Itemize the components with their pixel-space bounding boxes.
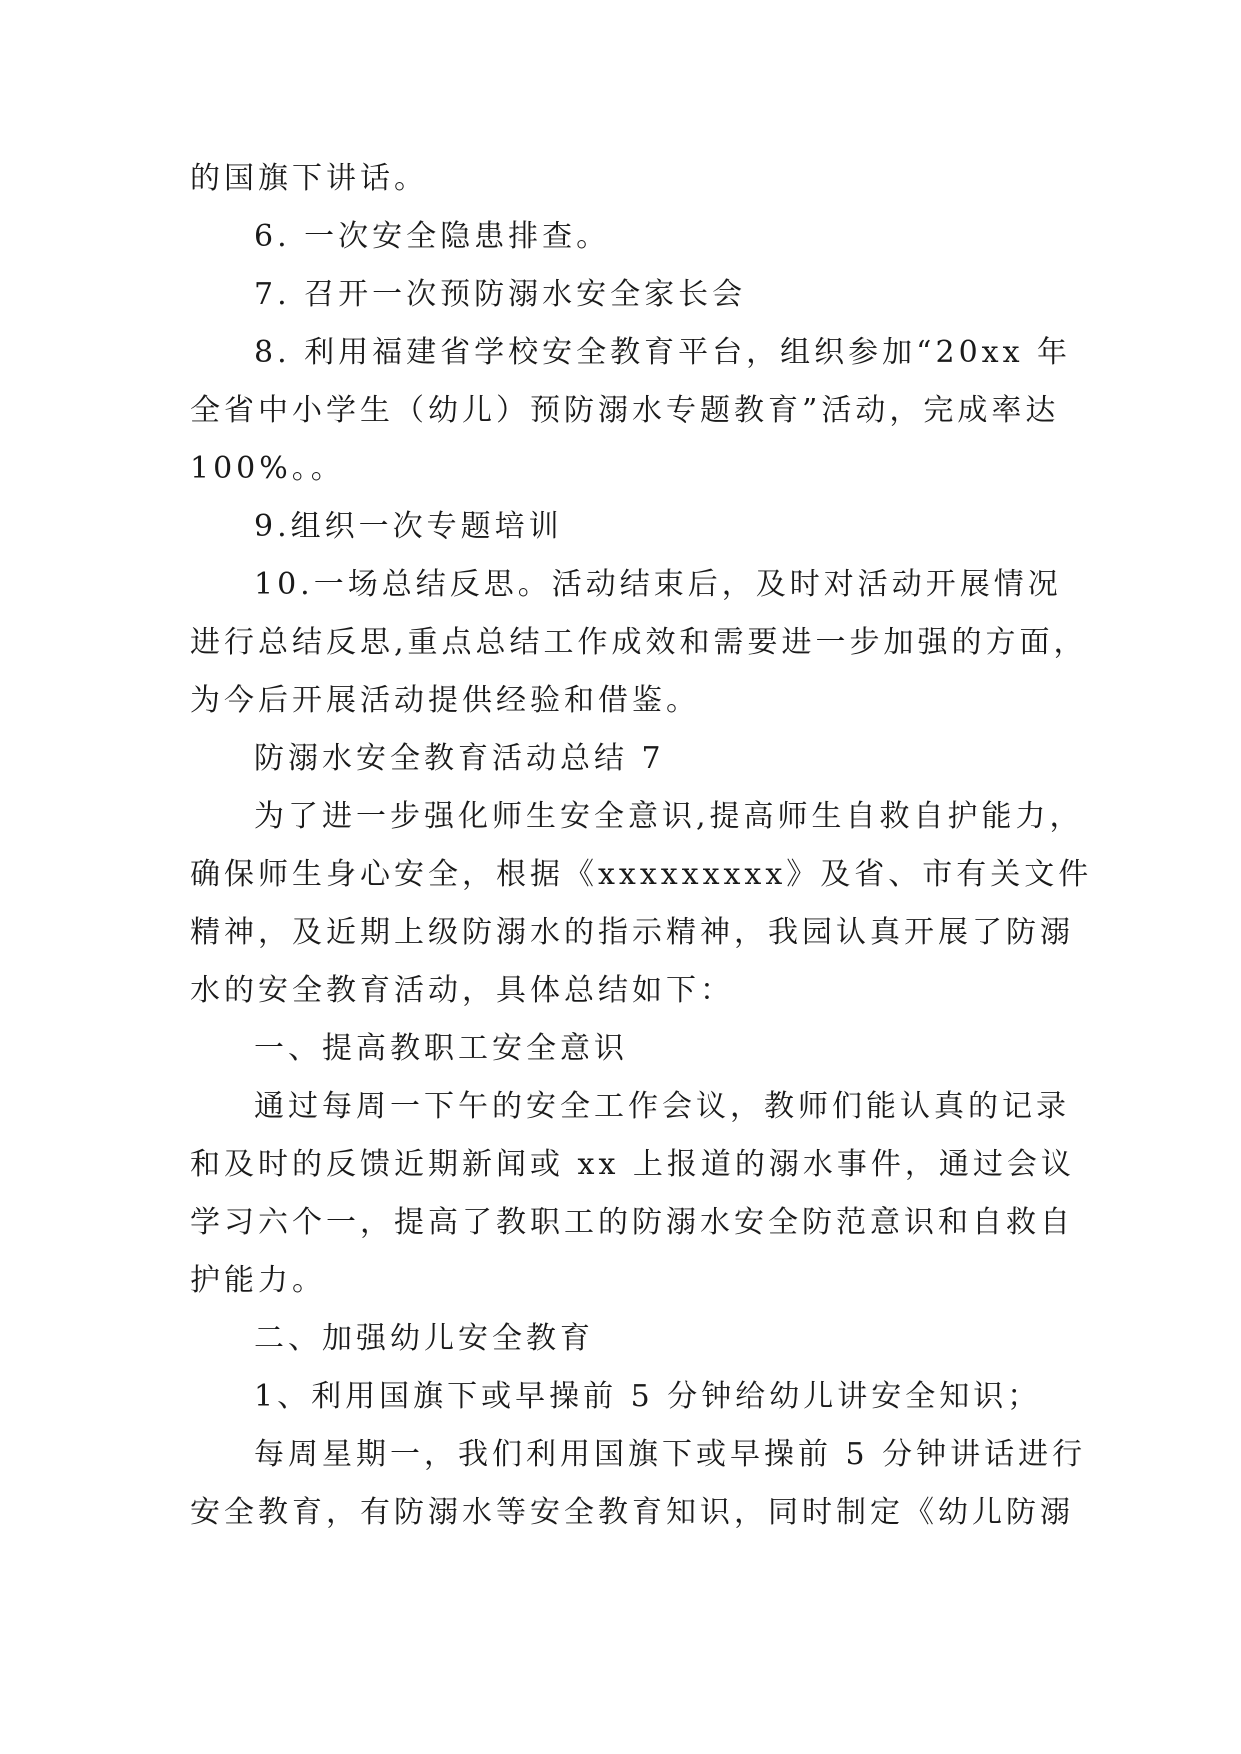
section-title: 防溺水安全教育活动总结 7 bbox=[254, 741, 665, 776]
text-line: 全省中小学生（幼儿）预防溺水专题教育”活动，完成率达 bbox=[190, 393, 1060, 428]
paragraph-start: 通过每周一下午的安全工作会议，教师们能认真的记录 bbox=[254, 1089, 1070, 1124]
text-line: 100%。。 bbox=[190, 451, 345, 486]
paragraph-start: 为了进一步强化师生安全意识,提高师生自救自护能力， bbox=[254, 799, 1084, 834]
paragraph-start: 每周星期一，我们利用国旗下或早操前 5 分钟讲话进行 bbox=[254, 1437, 1087, 1472]
text-line: 学习六个一，提高了教职工的防溺水安全防范意识和自救自 bbox=[190, 1205, 1074, 1240]
subheading-1: 1、利用国旗下或早操前 5 分钟给幼儿讲安全知识； bbox=[254, 1379, 1042, 1414]
list-item-8: 8. 利用福建省学校安全教育平台，组织参加“20xx 年 bbox=[254, 335, 1072, 370]
text-line: 确保师生身心安全，根据《xxxxxxxxx》及省、市有关文件 bbox=[190, 857, 1093, 892]
text-line: 安全教育，有防溺水等安全教育知识，同时制定《幼儿防溺 bbox=[190, 1495, 1074, 1530]
text-line: 护能力。 bbox=[190, 1263, 326, 1298]
text-line: 为今后开展活动提供经验和借鉴。 bbox=[190, 683, 700, 718]
section-heading-2: 二、加强幼儿安全教育 bbox=[254, 1321, 594, 1356]
list-item-7: 7. 召开一次预防溺水安全家长会 bbox=[254, 277, 747, 312]
text-line: 水的安全教育活动，具体总结如下： bbox=[190, 973, 734, 1008]
text-line: 精神，及近期上级防溺水的指示精神，我园认真开展了防溺 bbox=[190, 915, 1074, 950]
text-line: 和及时的反馈近期新闻或 xx 上报道的溺水事件，通过会议 bbox=[190, 1147, 1075, 1182]
text-line: 的国旗下讲话。 bbox=[190, 161, 428, 196]
text-line: 进行总结反思,重点总结工作成效和需要进一步加强的方面， bbox=[190, 625, 1088, 660]
list-item-9: 9.组织一次专题培训 bbox=[254, 509, 563, 544]
list-item-10: 10.一场总结反思。活动结束后，及时对活动开展情况 bbox=[254, 567, 1062, 602]
list-item-6: 6. 一次安全隐患排查。 bbox=[254, 219, 611, 254]
section-heading-1: 一、提高教职工安全意识 bbox=[254, 1031, 628, 1066]
document-body bbox=[190, 150, 1093, 1542]
